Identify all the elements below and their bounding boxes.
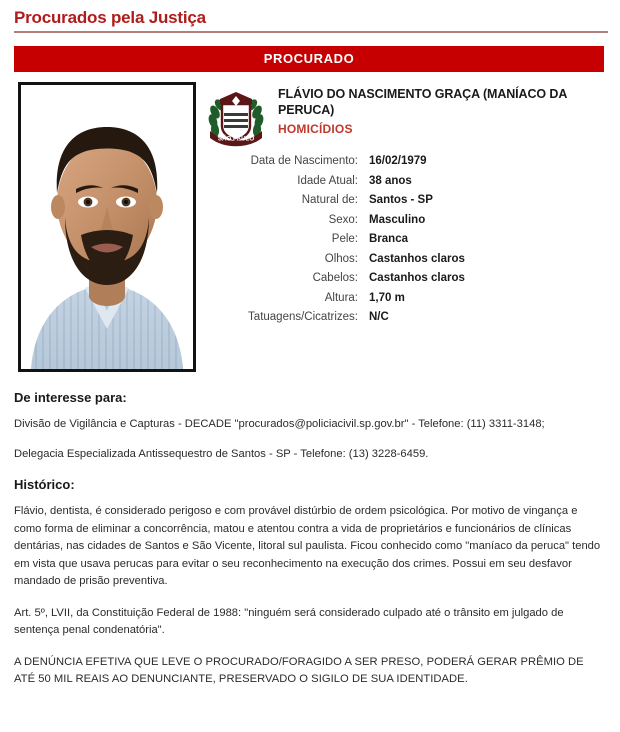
table-row: [204, 230, 612, 250]
field-label-eyes: Olhos:: [324, 252, 358, 265]
wanted-record: [0, 82, 620, 372]
interest-line-2: Delegacia Especializada Antissequestro de Santos - SP - Telefone: (13) 3228-6459.: [14, 447, 429, 460]
name-block: [204, 82, 620, 136]
field-value-eyes: Castanhos claros: [369, 252, 465, 265]
wanted-photo-frame: [18, 82, 196, 372]
field-label-sex: Sexo:: [328, 213, 358, 226]
page-title: Procurados pela Justiça: [14, 8, 206, 27]
wanted-crime-label: HOMICÍDIOS: [278, 122, 353, 136]
field-label-tattoos: Tatuagens/Cicatrizes:: [248, 311, 358, 323]
table-row: [204, 211, 612, 231]
field-value-birthplace: Santos - SP: [369, 194, 433, 206]
historico-section: [14, 477, 604, 689]
field-value-sex: Masculino: [369, 213, 426, 226]
field-label-height: Altura:: [324, 291, 358, 304]
field-value-age: 38 anos: [369, 174, 412, 187]
table-row: [204, 172, 612, 192]
field-value-hair: Castanhos claros: [369, 272, 465, 284]
sao-paulo-coat-of-arms-icon: [206, 86, 266, 148]
field-value-tattoos: N/C: [369, 311, 389, 323]
status-banner-procurado: PROCURADO: [14, 46, 604, 72]
field-label-hair: Cabelos:: [312, 272, 358, 284]
portrait-illustration: [21, 85, 193, 369]
table-row: [204, 308, 612, 328]
table-row: [204, 269, 612, 289]
reward-notice-paragraph: A DENÚNCIA EFETIVA QUE LEVE O PROCURADO/FORAGIDO A SER PRESO, PODERÁ GERAR PRÊMIO DE ATÉ 50 MIL REAIS AO DENUNCIANTE, PRESERVADO O SIGILO DE SUA IDENTIDADE.: [14, 655, 584, 685]
interest-section: [14, 390, 604, 463]
field-label-birthplace: Natural de:: [301, 194, 358, 206]
wanted-details: [196, 82, 620, 328]
table-row: [204, 152, 612, 172]
wanted-photo: [21, 85, 193, 369]
crest-svg: [206, 86, 266, 148]
field-value-birthdate: 16/02/1979: [369, 155, 427, 167]
field-value-height: 1,70 m: [369, 291, 405, 304]
crest-label: SÃO PAULO: [217, 135, 255, 143]
field-value-skin: Branca: [369, 233, 408, 245]
interest-heading: De interesse para:: [14, 390, 127, 405]
table-row: [204, 191, 612, 211]
legal-notice-paragraph: Art. 5º, LVII, da Constituição Federal de 1988: "ninguém será considerado culpado até o trânsito em julgado de sentença penal condenatória".: [14, 606, 564, 636]
interest-line-1: Divisão de Vigilância e Capturas - DECADE "procurados@policiacivil.sp.gov.br" - Telefone: (11) 3311-3148;: [14, 418, 545, 430]
table-row: [204, 250, 612, 270]
page-header: [0, 0, 620, 29]
wanted-name: FLÁVIO DO NASCIMENTO GRAÇA (MANÍACO DA PERUCA): [278, 87, 567, 117]
table-row: [204, 289, 612, 309]
historico-paragraph-1: Flávio, dentista, é considerado perigoso e com provável distúrbio de ordem psicológica. Por motivo de vingança e como forma de eliminar a concorrência, matou e atentou contra a vida de proprietários e funcionários de clínicas dentárias, nas cidades de Santos e São Vicente, litoral sul paulista. Ficou conhecido como "maníaco da peruca" tendo em vista que usava perucas para evitar o seu reconhecimento na execução dos crimes. Possui em seu desfavor mandado de prisão preventiva.: [14, 505, 601, 587]
historico-heading: Histórico:: [14, 477, 75, 492]
wanted-attributes-table: [204, 152, 620, 328]
title-divider: [14, 31, 608, 33]
field-label-skin: Pele:: [331, 233, 358, 245]
field-label-birthdate: Data de Nascimento:: [250, 155, 358, 167]
field-label-age: Idade Atual:: [297, 174, 358, 187]
